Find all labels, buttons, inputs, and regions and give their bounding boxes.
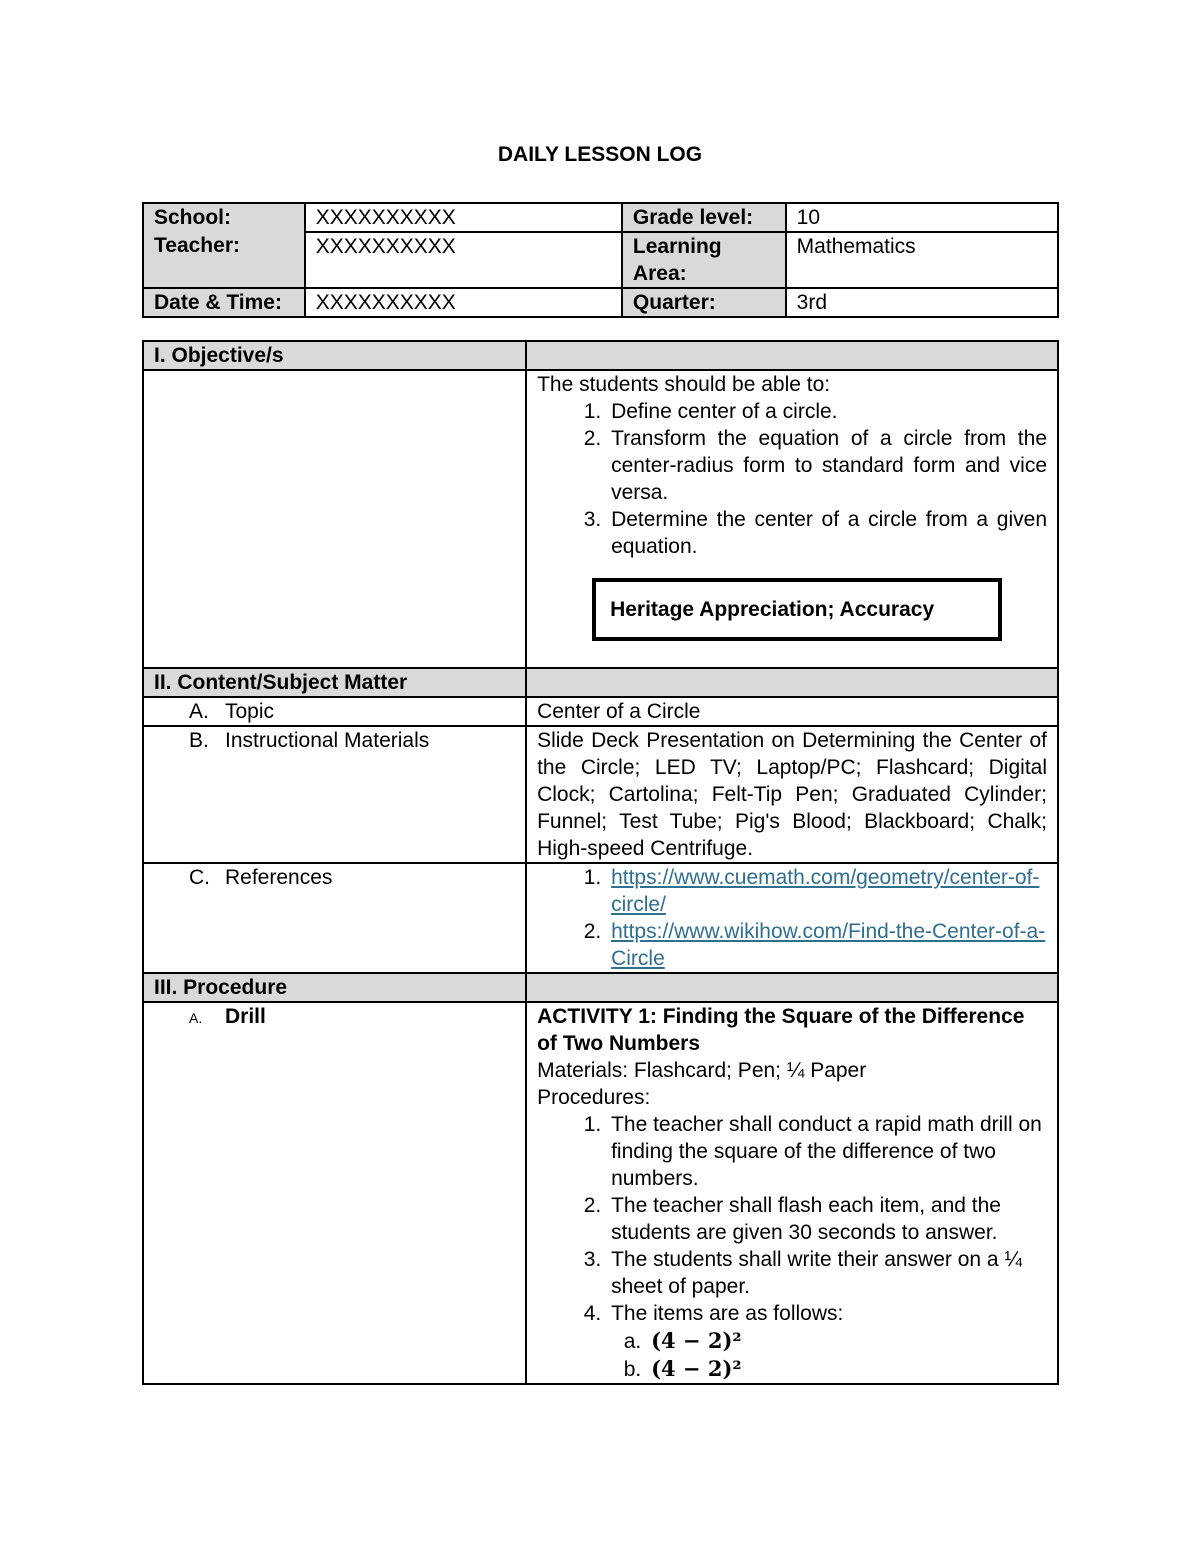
quarter-value: 3rd [786,288,1058,317]
lesson-table [142,340,1059,1385]
objectives-intro: The students should be able to: [537,373,831,396]
section-row [143,341,1058,370]
references-label: References [225,866,333,889]
objectives-row [143,370,1058,668]
materials-letter: B. [189,729,209,752]
drill-label-cell [143,1002,526,1384]
info-row [143,232,1058,288]
info-table [142,202,1059,318]
materials-label: Instructional Materials [225,729,430,752]
grade-value: 10 [786,203,1058,232]
section-row [143,668,1058,697]
list-item [607,864,1047,918]
procedure-steps [537,1111,1047,1383]
info-row [143,203,1058,232]
school-label: School: [143,203,305,232]
topic-row [143,697,1058,726]
topic-label-cell [143,697,526,726]
procedures-label: Procedures: [537,1086,651,1109]
math-expression: (4 − 2)² [651,1356,742,1381]
list-item: 2. The teacher shall flash each item, and the students are given 30 seconds to answer. [607,1192,1047,1246]
grade-label: Grade level: [622,203,786,232]
area-value: Mathematics [786,232,1058,288]
objectives-list [537,398,1047,560]
topic-letter: A. [189,700,209,723]
list-item: 3. Determine the center of a circle from a given equation. [607,506,1047,560]
datetime-label: Date & Time: [143,288,305,317]
datetime-value: XXXXXXXXXX [305,288,622,317]
objectives-heading: I. Objective/s [143,341,526,370]
references-label-cell [143,863,526,973]
materials-value: Slide Deck Presentation on Determining the Center of the Circle; LED TV; Laptop/PC; Flashcard; Digital Clock; Cartolina; Felt-Tip Pen; Graduated Cylinder; Funnel; Test Tube; Pig's Blood; Blackboard; Chalk; High-speed Centrifuge. [526,726,1058,863]
procedure-heading: III. Procedure [143,973,526,1002]
references-cell [526,863,1058,973]
math-expression: (4 − 2)² [651,1328,742,1353]
list-item: 2. Transform the equation of a circle from the center-radius form to standard form and vice versa. [607,425,1047,506]
drill-cell [526,1002,1058,1384]
teacher-value: XXXXXXXXXX [305,232,622,288]
objectives-cell [526,370,1058,668]
area-label: Learning Area: [622,232,786,288]
list-item [647,1327,1047,1355]
references-letter: C. [189,866,210,889]
list-item: 3. The students shall write their answer on a ¼ sheet of paper. [607,1246,1047,1300]
steps-item-text: The items are as follows: [611,1302,844,1325]
drill-row [143,1002,1058,1384]
list-item [607,918,1047,972]
list-item: 1. Define center of a circle. [607,398,1047,425]
topic-label: Topic [225,700,275,723]
list-item: 1. The teacher shall conduct a rapid math drill on finding the square of the difference of two numbers. [607,1111,1047,1192]
reference-link[interactable]: https://www.wikihow.com/Find-the-Center-of-a-Circle [611,920,1046,970]
topic-value: Center of a Circle [526,697,1058,726]
drill-items [611,1327,1047,1383]
references-list [537,864,1047,972]
info-row [143,288,1058,317]
reference-link[interactable]: https://www.cuemath.com/geometry/center-of-circle/ [611,866,1040,916]
drill-letter: A. [189,1010,203,1026]
list-item [647,1355,1047,1383]
materials-label-cell [143,726,526,863]
section-row [143,973,1058,1002]
values-box: Heritage Appreciation; Accuracy [592,578,1002,641]
list-item [607,1300,1047,1383]
content-heading: II. Content/Subject Matter [143,668,526,697]
drill-label: Drill [225,1005,266,1028]
activity-materials: Materials: Flashcard; Pen; ¼ Paper [537,1059,867,1082]
quarter-label: Quarter: [622,288,786,317]
references-row [143,863,1058,973]
teacher-label: Teacher: [143,232,305,288]
page-title: DAILY LESSON LOG [497,143,703,166]
materials-row [143,726,1058,863]
activity-title: ACTIVITY 1: Finding the Square of the Difference of Two Numbers [537,1005,1025,1055]
school-value: XXXXXXXXXX [305,203,622,232]
